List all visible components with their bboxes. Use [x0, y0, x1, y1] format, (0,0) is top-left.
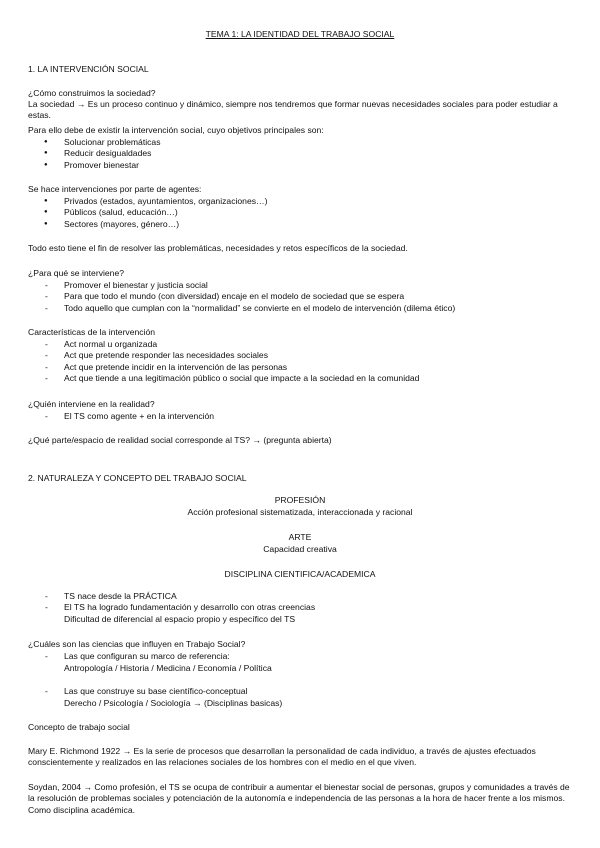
list-item: - Promover el bienestar y justicia social: [28, 280, 576, 291]
para-que-list: [28, 280, 576, 314]
quien-list: [28, 411, 576, 422]
section-2-heading: 2. NATURALEZA Y CONCEPTO DEL TRABAJO SOCIAL: [28, 473, 247, 483]
paragraph-sociedad: La sociedad → Es un proceso continuo y dinámico, siempre nos tendremos que formar nuevas necesidades sociales para poder estudiar a estas.: [28, 99, 558, 121]
list-item: - Las que configuran su marco de referencia:: [28, 651, 576, 662]
question-para-que: ¿Para qué se interviene?: [28, 268, 125, 278]
list-item: - Las que construye su base científico-conceptual: [28, 686, 576, 697]
list-item: ● Privados (estados, ayuntamientos, organizaciones…): [28, 196, 576, 207]
disciplina-continuation: Dificultad de diferencial al espacio propio y específico del TS: [64, 614, 296, 624]
profesion-title: PROFESIÓN: [274, 495, 326, 505]
paragraph-fin: Todo esto tiene el fin de resolver las problemáticas, necesidades y retos específicos de la sociedad.: [28, 243, 408, 253]
agentes-list: [28, 196, 576, 230]
concepto-heading: Concepto de trabajo social: [28, 722, 130, 732]
list-item: - Para que todo el mundo (con diversidad) encaje en el modelo de sociedad que se espera: [28, 291, 576, 302]
ciencias-2-continuation: Derecho / Psicología / Sociología → (Disciplinas basicas): [64, 698, 283, 708]
paragraph-intervencion: Para ello debe de existir la intervención social, cuyo objetivos principales son:: [28, 125, 324, 135]
objetivos-list: [28, 137, 576, 171]
arte-title: ARTE: [288, 532, 312, 542]
list-item: ● Sectores (mayores, género…): [28, 219, 576, 230]
list-item: - Todo aquello que cumplan con la “normalidad” se convierte en el modelo de intervención (dilema ético): [28, 303, 576, 314]
disciplina-list: [28, 591, 576, 614]
question-quien: ¿Quién interviene en la realidad?: [28, 399, 155, 409]
profesion-desc: Acción profesional sistematizada, interaccionada y racional: [187, 507, 413, 517]
list-item: - Act que pretende responder las necesidades sociales: [28, 350, 576, 361]
ciencias-list-1: [28, 651, 576, 662]
section-1-heading: 1. LA INTERVENCIÓN SOCIAL: [28, 64, 149, 74]
list-item: ● Públicos (salud, educación…): [28, 207, 576, 218]
list-item: ● Reducir desigualdades: [28, 148, 576, 159]
question-como-construimos: ¿Cómo construimos la sociedad?: [28, 88, 156, 98]
document-title: TEMA 1: LA IDENTIDAD DEL TRABAJO SOCIAL: [205, 29, 395, 39]
paragraph-richmond: Mary E. Richmond 1922 → Es la serie de procesos que desarrollan la personalidad de cada individuo, a través de ajustes efectuados conscientemente y realizados en las relaciones sociales de los hombres con el medio en el que viven.: [28, 746, 536, 768]
list-item: - El TS ha logrado fundamentación y desarrollo con otras creencias: [28, 602, 576, 613]
ciencias-list-2: [28, 686, 576, 697]
arte-desc: Capacidad creativa: [263, 544, 337, 554]
question-ciencias: ¿Cuáles son las ciencias que influyen en Trabajo Social?: [28, 639, 246, 649]
list-item: ● Solucionar problemáticas: [28, 137, 576, 148]
ciencias-1-continuation: Antropología / Historia / Medicina / Economía / Política: [64, 663, 272, 673]
question-que-parte: ¿Qué parte/espacio de realidad social corresponde al TS? → (pregunta abierta): [28, 435, 332, 445]
disciplina-title: DISCIPLINA CIENTIFICA/ACADEMICA: [224, 569, 376, 579]
list-item: - Act que tiende a una legitimación público o social que impacte a la sociedad en la comunidad: [28, 373, 576, 384]
paragraph-soydan: Soydan, 2004 → Como profesión, el TS se ocupa de contribuir a aumentar el bienestar social de personas, grupos y comunidades a través de la resolución de problemas sociales y potenciación de la autonomía e independencia de las personas a la hora de hacer frente a los mismos. Como disciplina académica.: [28, 782, 570, 815]
caracteristicas-list: [28, 339, 576, 384]
list-item: - TS nace desde la PRÁCTICA: [28, 591, 576, 602]
list-item: ● Promover bienestar: [28, 160, 576, 171]
list-item: - El TS como agente + en la intervención: [28, 411, 576, 422]
caracteristicas-heading: Características de la intervención: [28, 327, 156, 337]
list-item: - Act que pretende incidir en la intervención de las personas: [28, 362, 576, 373]
list-item: - Act normal u organizada: [28, 339, 576, 350]
paragraph-agentes: Se hace intervenciones por parte de agentes:: [28, 184, 202, 194]
